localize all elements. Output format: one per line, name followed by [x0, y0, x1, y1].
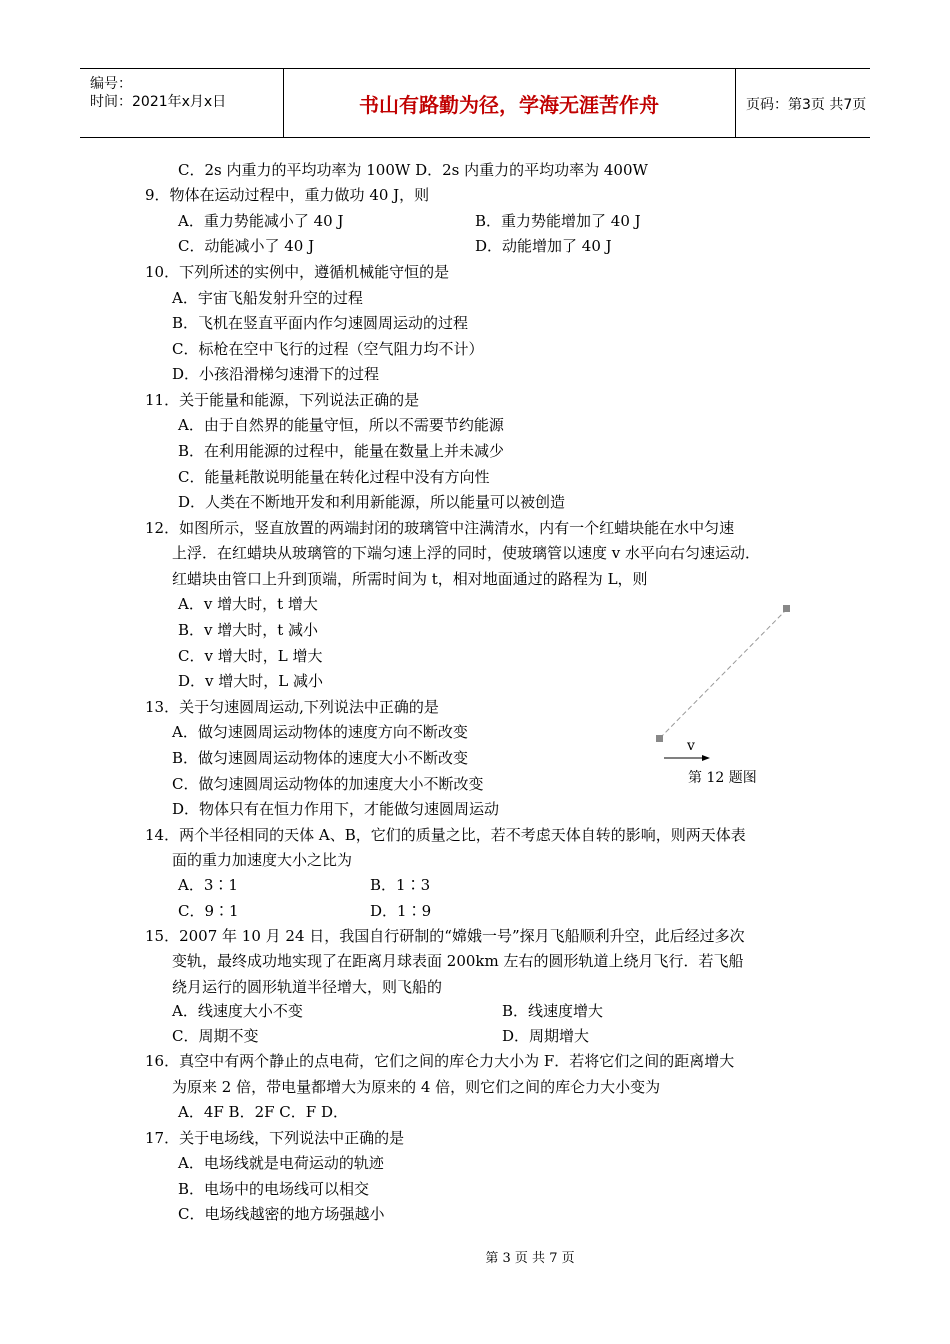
question-line: 面的重力加速度大小之比为	[172, 851, 353, 869]
doc-date-label: 时间：2021年x月x日	[90, 94, 227, 110]
question-line: B．电场中的电场线可以相交	[178, 1180, 370, 1198]
glass-tube-path	[660, 609, 787, 738]
question-line: C．标枪在空中飞行的过程（空气阻力均不计）	[172, 340, 484, 358]
question-line: C．9∶1	[178, 902, 239, 920]
question-line: 绕月运行的圆形轨道半径增大，则飞船的	[172, 978, 443, 996]
velocity-label: v	[687, 738, 695, 754]
end-point-marker	[783, 605, 790, 612]
question-line: A．v 增大时，t 增大	[178, 595, 318, 613]
question-line: C．2s 内重力的平均功率为 100W D．2s 内重力的平均功率为 400W	[178, 161, 648, 179]
question-line: C．能量耗散说明能量在转化过程中没有方向性	[178, 468, 490, 486]
page-header	[80, 68, 870, 138]
question-line: A．重力势能减小了 40 J	[178, 212, 344, 230]
question-line: D．小孩沿滑梯匀速滑下的过程	[172, 365, 380, 383]
footer-page-number: 第 3 页 共 7 页	[485, 1251, 575, 1266]
question-line: D．人类在不断地开发和利用新能源，所以能量可以被创造	[178, 493, 566, 511]
question-line: 红蜡块由管口上升到顶端，所需时间为 t，相对地面通过的路程为 L，则	[172, 570, 648, 588]
question-line: A．电场线就是电荷运动的轨迹	[178, 1154, 384, 1172]
doc-code-label: 编号：	[90, 76, 132, 92]
question-line: A．线速度大小不变	[172, 1002, 303, 1020]
question-line: B．飞机在竖直平面内作匀速圆周运动的过程	[172, 314, 469, 332]
question-line: B．重力势能增加了 40 J	[475, 212, 641, 230]
question-line: 12．如图所示，竖直放置的两端封闭的玻璃管中注满清水，内有一个红蜡块能在水中匀速	[145, 519, 735, 537]
question-line: 为原来 2 倍，带电量都增大为原来的 4 倍，则它们之间的库仑力大小变为	[172, 1078, 661, 1096]
question-line: D．物体只有在恒力作用下，才能做匀速圆周运动	[172, 800, 500, 818]
header-motto: 书山有路勤为径，学海无涯苦作舟	[359, 93, 659, 117]
question-line: B．1∶3	[370, 876, 431, 894]
question-line: B．做匀速圆周运动物体的速度大小不断改变	[172, 749, 469, 767]
question-line: A．4F B．2F C．F D．	[178, 1103, 348, 1121]
question-line: 13．关于匀速圆周运动,下列说法中正确的是	[145, 698, 439, 716]
question-line: C．周期不变	[172, 1027, 259, 1045]
question-line: 10．下列所述的实例中，遵循机械能守恒的是	[145, 263, 450, 281]
question-line: D．动能增加了 40 J	[475, 237, 612, 255]
question-line: C．做匀速圆周运动物体的加速度大小不断改变	[172, 775, 484, 793]
question-line: C．v 增大时，L 增大	[178, 647, 323, 665]
question-line: B．在利用能源的过程中，能量在数量上并未减少	[178, 442, 505, 460]
header-left-cell	[80, 69, 284, 137]
header-page-code: 页码：第3页 共7页	[746, 97, 867, 113]
velocity-arrow-head	[702, 755, 710, 761]
question-line: B．v 增大时，t 减小	[178, 621, 319, 639]
page-footer	[0, 1247, 950, 1266]
question-line: D．周期增大	[502, 1027, 590, 1045]
question-line: A．由于自然界的能量守恒，所以不需要节约能源	[178, 416, 504, 434]
question-line: A．宇宙飞船发射升空的过程	[172, 289, 363, 307]
question-line: B．线速度增大	[502, 1002, 604, 1020]
figure-12-caption: 第 12 题图	[688, 770, 757, 786]
question-line: 上浮．在红蜡块从玻璃管的下端匀速上浮的同时，使玻璃管以速度 v 水平向右匀速运动．	[172, 544, 761, 562]
start-point-marker	[656, 735, 663, 742]
question-line: D．1∶9	[370, 902, 432, 920]
header-right-cell	[736, 69, 870, 137]
question-line: 9．物体在运动过程中，重力做功 40 J，则	[145, 186, 430, 204]
question-line: A．3∶1	[178, 876, 238, 894]
question-line: D．v 增大时，L 减小	[178, 672, 323, 690]
question-line: C．电场线越密的地方场强越小	[178, 1205, 385, 1223]
question-line: 17．关于电场线，下列说法中正确的是	[145, 1129, 405, 1147]
header-middle-cell	[283, 69, 736, 137]
question-line: C．动能减小了 40 J	[178, 237, 315, 255]
question-line: 14．两个半径相同的天体 A、B，它们的质量之比，若不考虑天体自转的影响，则两天体表	[145, 826, 746, 844]
question-line: 15．2007 年 10 月 24 日，我国自行研制的“嫦娥一号”探月飞船顺利升空，此后经过多次	[145, 927, 745, 945]
question-line: 11．关于能量和能源，下列说法正确的是	[145, 391, 420, 409]
question-line: 16．真空中有两个静止的点电荷，它们之间的库仑力大小为 F．若将它们之间的距离增大	[145, 1052, 735, 1070]
question-line: A．做匀速圆周运动物体的速度方向不断改变	[172, 723, 468, 741]
question-line: 变轨，最终成功地实现了在距离月球表面 200km 左右的圆形轨道上绕月飞行．若飞船	[172, 952, 744, 970]
